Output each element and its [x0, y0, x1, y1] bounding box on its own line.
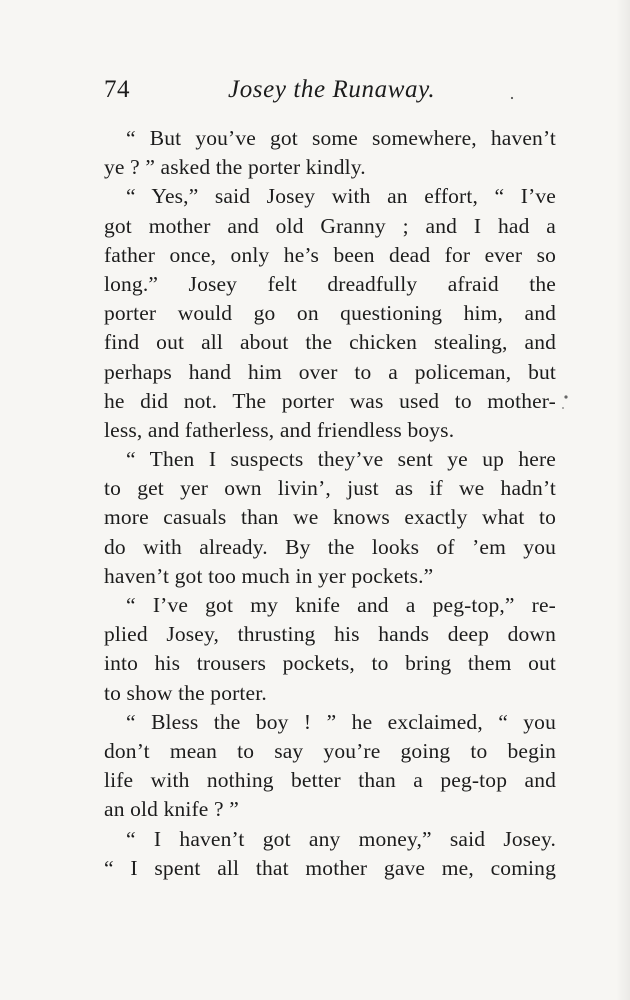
text-line: “ I’ve got my knife and a peg-top,” re- — [126, 593, 556, 617]
text-line: an old knife ? ” — [104, 797, 239, 822]
text-line: “ Then I suspects they’ve sent ye up here — [126, 447, 556, 472]
text-line: ye ? ” asked the porter kindly. — [104, 155, 366, 180]
text-line: plied Josey, thrusting his hands deep down — [104, 622, 556, 647]
text-line: porter would go on questioning him, and — [104, 301, 556, 326]
text-line: do with already. By the looks of ’em you — [104, 534, 556, 559]
text-line: to show the porter. — [104, 680, 267, 705]
text-line: “ But you’ve got some somewhere, haven’t — [126, 126, 556, 150]
page-edge-shadow — [616, 0, 630, 1000]
text-line: find out all about the chicken stealing, and — [104, 330, 556, 355]
speck — [564, 395, 567, 398]
text-line: he did not. The porter was used to mother- — [104, 388, 556, 413]
speck — [511, 97, 513, 99]
text-line: “ Yes,” said Josey with an effort, “ I’ve — [126, 184, 556, 209]
text-line: “ I spent all that mother gave me, coming — [104, 855, 556, 880]
page-number: 74 — [104, 76, 130, 103]
text-line: “ I haven’t got any money,” said Josey. — [126, 826, 556, 851]
text-line: haven’t got too much in yer pockets.” — [104, 563, 434, 588]
text-line: less, and fatherless, and friendless boys. — [104, 417, 455, 442]
text-line: long.” Josey felt dreadfully afraid the — [104, 271, 556, 296]
speck — [562, 407, 564, 409]
text-line: “ Bless the boy ! ” he exclaimed, “ you — [126, 709, 556, 734]
text-line: life with nothing better than a peg-top and — [104, 768, 556, 793]
text-line: perhaps hand him over to a policeman, but — [104, 359, 556, 384]
text-line: don’t mean to say you’re going to begin — [104, 738, 556, 763]
text-line: got mother and old Granny ; and I had a — [104, 213, 556, 238]
running-title: Josey the Runaway. — [228, 76, 436, 103]
text-line: into his trousers pockets, to bring them out — [104, 651, 556, 676]
text-line: father once, only he’s been dead for ever so — [104, 242, 556, 267]
text-line: more casuals than we knows exactly what to — [104, 505, 556, 530]
text-line: to get yer own livin’, just as if we hadn’t — [104, 476, 556, 501]
